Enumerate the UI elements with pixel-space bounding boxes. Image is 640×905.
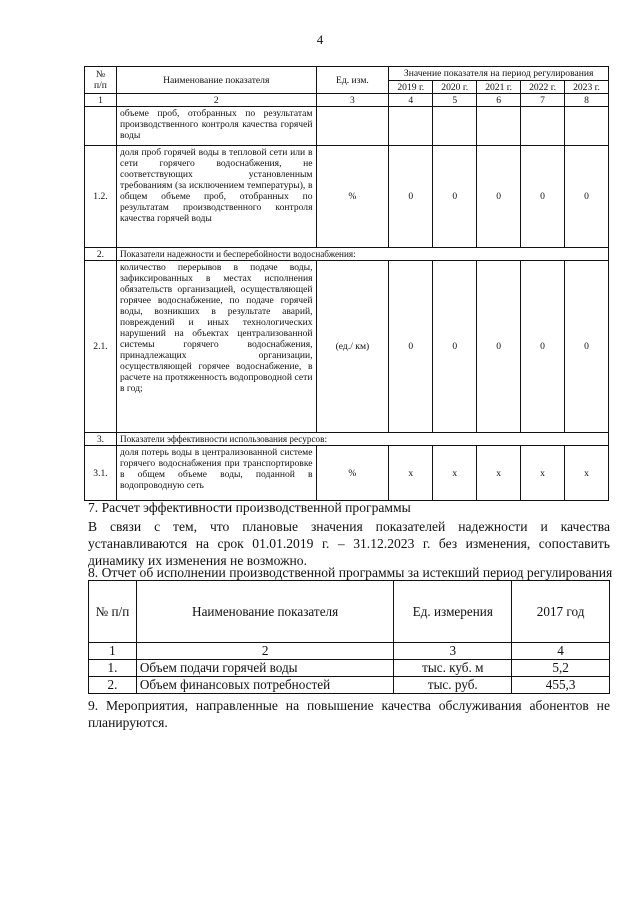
section-number: 2.	[85, 248, 117, 261]
row-value: 0	[389, 261, 433, 433]
col-number: 2	[136, 643, 393, 660]
header-unit: Ед. изм.	[316, 67, 389, 94]
row-value: x	[477, 446, 521, 501]
empty-cell	[565, 107, 609, 146]
row-value: 0	[521, 146, 565, 248]
row-value: 0	[433, 261, 477, 433]
row-value: 0	[477, 261, 521, 433]
report-row-value: 455,3	[512, 677, 610, 694]
col-number: 3	[394, 643, 512, 660]
section-7-paragraph: В связи с тем, что плановые значения показателей надежности и качества устанавливаются на срок 01.01.2019 г. – 31.12.2023 г. без изменения, сопоставить динамику их изменения не возможно.	[88, 519, 610, 568]
row-value: x	[565, 446, 609, 501]
row-value: 0	[521, 261, 565, 433]
section-7-heading: 7. Расчет эффективности производственной программы	[88, 500, 411, 515]
col-number: 2	[116, 94, 316, 107]
table-row-continued	[85, 107, 609, 146]
row-value: 0	[565, 146, 609, 248]
report-col-numbers-row	[89, 643, 610, 660]
header-row	[85, 67, 609, 81]
row-value: 0	[477, 146, 521, 248]
row-value: x	[521, 446, 565, 501]
empty-cell	[521, 107, 565, 146]
header-year: 2020 г.	[433, 81, 477, 94]
row-unit: %	[316, 446, 389, 501]
section-row-3	[85, 433, 609, 446]
row-continued-text: объеме проб, отобранных по результатам производственного контроля качества горячей воды	[116, 107, 316, 146]
header-num	[85, 67, 117, 94]
section-9-text: 9. Мероприятия, направленные на повышение качества обслуживания абонентов не планируются.	[88, 698, 610, 730]
col-number: 8	[565, 94, 609, 107]
row-number: 1.2.	[85, 146, 117, 248]
report-row	[89, 660, 610, 677]
col-number: 5	[433, 94, 477, 107]
empty-cell	[477, 107, 521, 146]
col-number: 3	[316, 94, 389, 107]
section-title: Показатели эффективности использования ресурсов:	[116, 433, 608, 446]
report-header-name: Наименование показателя	[136, 581, 393, 643]
report-row-num: 1.	[89, 660, 137, 677]
header-year: 2022 г.	[521, 81, 565, 94]
col-number: 1	[89, 643, 137, 660]
header-num-line2: п/п	[94, 80, 107, 91]
page-number: 4	[316, 32, 324, 47]
report-row-unit: тыс. куб. м	[394, 660, 512, 677]
row-value: 0	[389, 146, 433, 248]
table-row-3-1	[85, 446, 609, 501]
header-name: Наименование показателя	[116, 67, 316, 94]
report-row	[89, 677, 610, 694]
report-header-row	[89, 581, 610, 643]
empty-cell	[389, 107, 433, 146]
col-number: 1	[85, 94, 117, 107]
empty-cell	[433, 107, 477, 146]
row-text: доля потерь воды в централизованной системе горячего водоснабжения при транспортировке в общем объеме воды, поданной в водопроводную сеть	[116, 446, 316, 501]
indicators-table	[84, 66, 609, 501]
report-row-num: 2.	[89, 677, 137, 694]
row-value: 0	[433, 146, 477, 248]
col-number: 4	[512, 643, 610, 660]
section-title: Показатели надежности и бесперебойности водоснабжения:	[116, 248, 608, 261]
section-row-2	[85, 248, 609, 261]
report-header-year: 2017 год	[512, 581, 610, 643]
report-row-name: Объем подачи горячей воды	[136, 660, 393, 677]
report-header-unit: Ед. измерения	[394, 581, 512, 643]
report-row-value: 5,2	[512, 660, 610, 677]
header-period: Значение показателя на период регулирования	[389, 67, 609, 81]
row-value: x	[389, 446, 433, 501]
table-row-1-2	[85, 146, 609, 248]
section-number: 3.	[85, 433, 117, 446]
report-row-unit: тыс. руб.	[394, 677, 512, 694]
row-unit: %	[316, 146, 389, 248]
empty-cell	[85, 107, 117, 146]
section-8-heading: 8. Отчет об исполнении производственной программы за истекший период регулирования	[88, 565, 613, 580]
row-value: x	[433, 446, 477, 501]
row-number: 3.1.	[85, 446, 117, 501]
header-year: 2021 г.	[477, 81, 521, 94]
report-header-num: № п/п	[89, 581, 137, 643]
row-number: 2.1.	[85, 261, 117, 433]
col-number: 4	[389, 94, 433, 107]
column-numbers-row	[85, 94, 609, 107]
row-unit: (ед./ км)	[316, 261, 389, 433]
col-number: 6	[477, 94, 521, 107]
report-row-name: Объем финансовых потребностей	[136, 677, 393, 694]
report-table	[88, 580, 610, 694]
header-year: 2023 г.	[565, 81, 609, 94]
empty-cell	[316, 107, 389, 146]
table-row-2-1	[85, 261, 609, 433]
col-number: 7	[521, 94, 565, 107]
row-text: количество перерывов в подаче воды, зафиксированных в местах исполнения обязательств организацией, осуществляющей горячее водоснабжение, по подаче горячей воды, возникших в результате аварий, повреждений и иных технологических нарушений на объектах централизованной системы горячего водоснабжения, принадлежащих организации, осуществляющей горячее водоснабжение, в расчете на протяженность водопроводной сети в год;	[116, 261, 316, 433]
header-num-line1: №	[95, 69, 106, 80]
row-value: 0	[565, 261, 609, 433]
row-text: доля проб горячей воды в тепловой сети или в сети горячего водоснабжения, не соответствующих установленным требованиям (за исключением температуры), в общем объеме проб, отобранных по результатам производственного контроля качества горячей воды	[116, 146, 316, 248]
header-year: 2019 г.	[389, 81, 433, 94]
